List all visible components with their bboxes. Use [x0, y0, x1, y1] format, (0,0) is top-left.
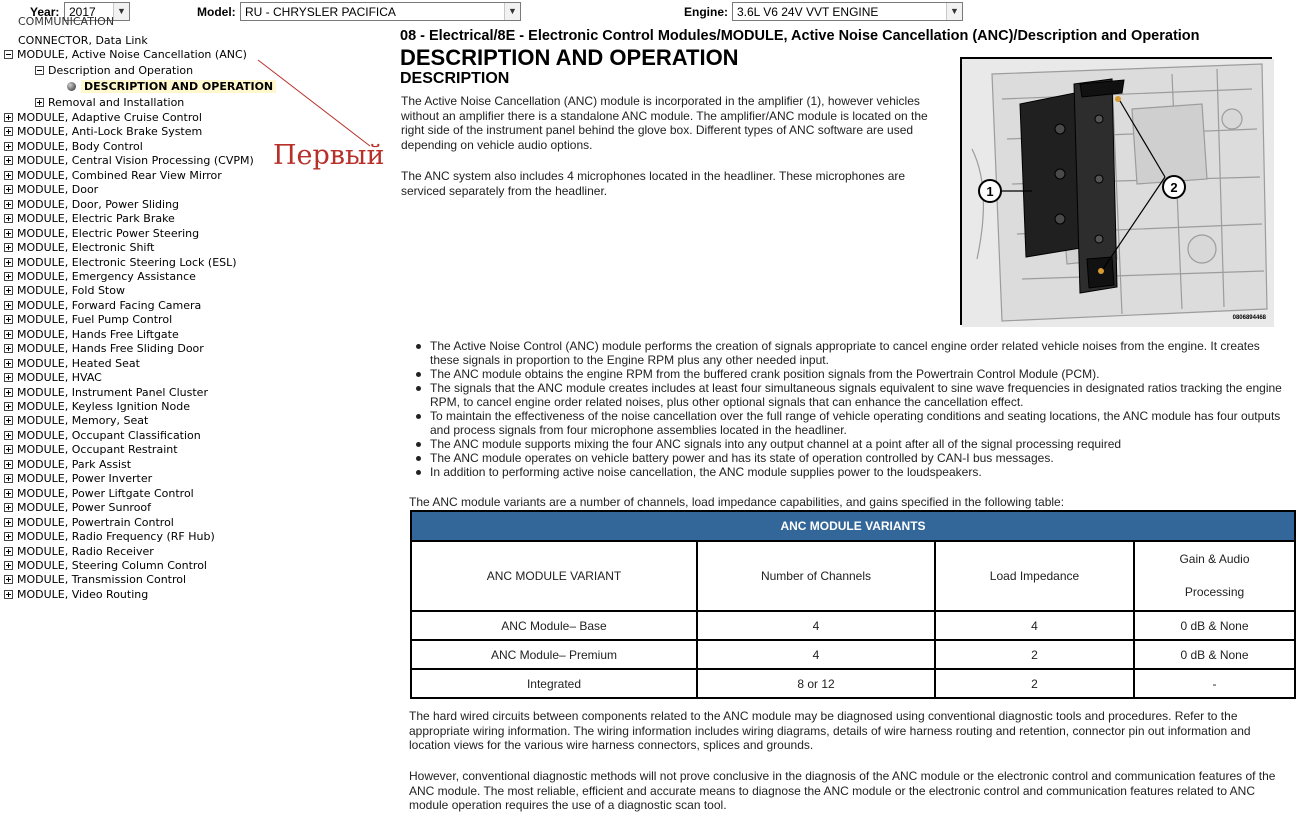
tree-item-module[interactable] [4, 530, 215, 544]
tree-item-label: MODULE, Door, Power Sliding [17, 197, 180, 211]
table-cell: Integrated [411, 669, 697, 698]
tree-item-label: DESCRIPTION AND OPERATION [81, 80, 276, 93]
tree-item-label: MODULE, Power Sunroof [17, 501, 152, 515]
expand-icon[interactable] [4, 214, 13, 223]
table-cell: 2 [935, 669, 1134, 698]
tree-item-label: MODULE, Fold Stow [17, 284, 125, 298]
expand-icon[interactable] [4, 388, 13, 397]
expand-icon[interactable] [4, 301, 13, 310]
column-header: Load Impedance [935, 541, 1134, 611]
table-row [411, 669, 1295, 698]
tree-item-label: MODULE, Steering Column Control [17, 558, 207, 572]
table-cell: 8 or 12 [697, 669, 935, 698]
tree-item-module[interactable] [4, 472, 152, 486]
description-paragraph: The Active Noise Cancellation (ANC) module is incorporated in the amplifier (1), however vehicles without an amplifier there is a standalone ANC module. The amplifier/ANC module is located on the right side of the instrument panel behind the glove box. Different types of ANC software are used depending on vehicle audio options. [401, 94, 928, 152]
annotation-label: Первый [273, 140, 385, 171]
expand-icon[interactable] [4, 416, 13, 425]
expand-icon[interactable] [4, 373, 13, 382]
table-caption: ANC MODULE VARIANTS [411, 511, 1295, 541]
tree-item-label: MODULE, Electric Power Steering [17, 226, 200, 240]
figure-id: 0806894468 [1232, 315, 1266, 321]
expand-icon[interactable] [4, 561, 13, 570]
tree-item-label: MODULE, Anti-Lock Brake System [17, 125, 203, 139]
tree-item-module[interactable] [4, 516, 174, 530]
engine-label: Engine: [684, 5, 728, 19]
tree-item-module[interactable] [4, 501, 151, 515]
tree-item-label: MODULE, Power Inverter [17, 472, 153, 486]
model-label: Model: [197, 5, 236, 19]
tree-item-label: MODULE, Electronic Steering Lock (ESL) [17, 255, 237, 269]
tree-item-label: MODULE, Combined Rear View Mirror [17, 168, 222, 182]
tree-item-module[interactable] [4, 588, 148, 602]
tree-item-label: MODULE, Active Noise Cancellation (ANC) [17, 48, 247, 61]
tree-item-label: MODULE, Video Routing [17, 587, 149, 601]
expand-icon[interactable] [4, 272, 13, 281]
table-cell: - [1134, 669, 1295, 698]
column-header-line: Processing [1184, 585, 1245, 599]
expand-icon[interactable] [4, 200, 13, 209]
tree-item-label: MODULE, Electric Park Brake [17, 212, 175, 226]
expand-icon[interactable] [4, 431, 13, 440]
expand-icon[interactable] [4, 575, 13, 584]
list-item: The signals that the ANC module creates includes at least four simultaneous signals equivalent to sine wave frequencies in designated ratios tracking the engine RPM, to cancel engine order related noises, plus other optional signals that can enhance the cancellation effect. [410, 381, 1290, 409]
tree-item-label: MODULE, Electronic Shift [17, 241, 155, 255]
table-row [411, 611, 1295, 640]
tree-item-label: MODULE, Body Control [17, 139, 143, 153]
table-intro: The ANC module variants are a number of channels, load impedance capabilities, and gains specified in the following table: [409, 495, 1065, 509]
tree-item-label: MODULE, Door [17, 183, 99, 197]
expand-icon[interactable] [4, 503, 13, 512]
amplifier-figure [960, 57, 1272, 325]
tree-item-module[interactable] [4, 371, 102, 385]
callout-2-label: 2 [1170, 180, 1178, 195]
feature-list [410, 339, 1290, 479]
engine-value: 3.6L V6 24V VVT ENGINE [737, 5, 879, 19]
year-label: Year: [30, 5, 60, 19]
expand-icon[interactable] [4, 460, 13, 469]
expand-icon[interactable] [4, 229, 13, 238]
expand-icon[interactable] [4, 359, 13, 368]
column-header-line: Gain & Audio [1179, 552, 1250, 566]
anc-variants-table [410, 510, 1296, 699]
scan-tool-paragraph: However, conventional diagnostic methods will not prove conclusive in the diagnosis of the ANC module or the electronic control and communication features of the ANC module. The most reliable, efficient and accurate means to diagnose the ANC module or the electronic control and communication features related to ANC module operation requires the use of a diagnostic scan tool. [409, 769, 1276, 812]
column-header [1134, 541, 1295, 611]
tree-item-module[interactable] [4, 313, 172, 327]
tree-item-label: MODULE, Hands Free Sliding Door [17, 342, 204, 356]
expand-icon[interactable] [4, 445, 13, 454]
list-item: To maintain the effectiveness of the noise cancellation over the full range of vehicle operating conditions and seating locations, the ANC module has four outputs and process signals from four microphone assemblies located in the headliner. [410, 409, 1290, 437]
tree-item-module[interactable] [4, 241, 154, 255]
tree-item-module[interactable] [4, 284, 125, 298]
table-cell: 4 [697, 611, 935, 640]
list-item: The ANC module obtains the engine RPM from the buffered crank position signals from the Powertrain Control Module (PCM). [410, 367, 1290, 381]
chevron-down-icon: ▼ [113, 3, 129, 20]
table-cell: 4 [935, 611, 1134, 640]
expand-icon[interactable] [4, 532, 13, 541]
expand-icon[interactable] [4, 590, 13, 599]
expand-icon[interactable] [4, 258, 13, 267]
tree-item-label: CONNECTOR, Data Link [18, 34, 148, 47]
tree-item-label: MODULE, Park Assist [17, 457, 132, 471]
tree-item-module[interactable] [4, 443, 178, 457]
tree-item-module[interactable] [4, 386, 208, 400]
tree-item-module[interactable] [4, 227, 199, 241]
tree-item-label: MODULE, Occupant Restraint [17, 443, 178, 457]
chevron-down-icon: ▼ [504, 3, 520, 20]
table-cell: ANC Module– Premium [411, 640, 697, 669]
tree-item-label: MODULE, Powertrain Control [17, 515, 174, 529]
list-item: The ANC module operates on vehicle battery power and has its state of operation controlled by CAN-I bus messages. [410, 451, 1290, 465]
list-item: In addition to performing active noise cancellation, the ANC module supplies power to the loudspeakers. [410, 465, 1290, 479]
engine-select[interactable] [732, 2, 963, 21]
tree-item-module[interactable] [4, 328, 179, 342]
tree-item-module[interactable] [4, 299, 201, 313]
tree-item-label: MODULE, Radio Frequency (RF Hub) [17, 530, 215, 544]
expand-icon[interactable] [4, 474, 13, 483]
column-header: ANC MODULE VARIANT [411, 541, 697, 611]
tree-item-label: COMMUNICATION [18, 15, 115, 28]
year-value: 2017 [69, 5, 96, 19]
tree-item-label: Removal and Installation [48, 96, 185, 109]
tree-item-label: MODULE, Forward Facing Camera [17, 298, 202, 312]
tree-item-label: MODULE, Occupant Classification [17, 428, 201, 442]
expand-icon[interactable] [4, 547, 13, 556]
table-cell: 0 dB & None [1134, 611, 1295, 640]
tree-item-module[interactable] [4, 342, 204, 356]
table-header-row [411, 541, 1295, 611]
tree-item-module[interactable] [4, 458, 131, 472]
section-title: DESCRIPTION [400, 70, 510, 87]
tree-item-label: MODULE, Power Liftgate Control [17, 486, 194, 500]
tree-item-label: MODULE, HVAC [17, 371, 102, 385]
tree-item-module[interactable] [4, 400, 190, 414]
tree-item-label: MODULE, Transmission Control [17, 573, 187, 587]
tree-item-module[interactable] [4, 559, 207, 573]
tree-item-label: MODULE, Central Vision Processing (CVPM) [17, 154, 254, 168]
column-header: Number of Channels [697, 541, 935, 611]
amplifier-diagram [962, 59, 1274, 327]
tree-item-module[interactable] [4, 270, 196, 284]
tree-item-module[interactable] [4, 573, 186, 587]
tree-item-label: MODULE, Memory, Seat [17, 414, 149, 428]
wiring-paragraph: The hard wired circuits between components related to the ANC module may be diagnosed using conventional diagnostic tools and procedures. Refer to the appropriate wiring information. The wiring information includes wiring diagrams, details of wire harness routing and retention, connector pin out information and location views for the various wire harness connectors, splices and grounds. [409, 709, 1251, 752]
breadcrumb: 08 - Electrical/8E - Electronic Control Modules/MODULE, Active Noise Cancellation (ANC)/Description and Operation [400, 28, 1200, 44]
chevron-down-icon: ▼ [946, 3, 962, 20]
table-cell: 2 [935, 640, 1134, 669]
tree-item-module[interactable] [4, 212, 175, 226]
tree-item-module[interactable] [4, 256, 237, 270]
tree-item-module[interactable] [4, 545, 154, 559]
expand-icon[interactable] [4, 344, 13, 353]
expand-icon[interactable] [4, 315, 13, 324]
table-cell: 4 [697, 640, 935, 669]
expand-icon[interactable] [4, 243, 13, 252]
expand-icon[interactable] [4, 330, 13, 339]
list-item: The ANC module supports mixing the four ANC signals into any output channel at a point after all of the signal processing required [410, 437, 1290, 451]
tree-item-label: Description and Operation [48, 64, 194, 77]
tree-item-module[interactable] [4, 487, 194, 501]
tree-item-module[interactable] [4, 414, 148, 428]
tree-item-label: MODULE, Hands Free Liftgate [17, 327, 179, 341]
tree-item-module[interactable] [4, 429, 201, 443]
expand-icon[interactable] [4, 518, 13, 527]
table-row [411, 640, 1295, 669]
tree-item-label: MODULE, Keyless Ignition Node [17, 400, 190, 413]
tree-item-label: MODULE, Emergency Assistance [17, 269, 196, 283]
table-cell: 0 dB & None [1134, 640, 1295, 669]
microphones-paragraph: The ANC system also includes 4 microphones located in the headliner. These microphones are serviced separately from the headliner. [401, 169, 906, 198]
expand-icon[interactable] [4, 489, 13, 498]
tree-item-label: MODULE, Radio Receiver [17, 544, 154, 558]
tree-item-label: MODULE, Heated Seat [17, 356, 140, 370]
model-value: RU - CHRYSLER PACIFICA [245, 5, 396, 19]
table-cell: ANC Module– Base [411, 611, 697, 640]
list-item: The Active Noise Control (ANC) module performs the creation of signals appropriate to cancel engine order related vehicle noises from the engine. It creates these signals in proportion to the Engine RPM plus any other needed input. [410, 339, 1290, 367]
page-title: DESCRIPTION AND OPERATION [400, 45, 739, 70]
callout-1-label: 1 [986, 184, 994, 199]
tree-item-label: MODULE, Adaptive Cruise Control [17, 111, 202, 124]
tree-item-module[interactable] [4, 357, 140, 371]
expand-icon[interactable] [4, 286, 13, 295]
tree-item-label: MODULE, Instrument Panel Cluster [17, 385, 208, 399]
expand-icon[interactable] [4, 402, 13, 411]
tree-item-label: MODULE, Fuel Pump Control [17, 313, 173, 327]
